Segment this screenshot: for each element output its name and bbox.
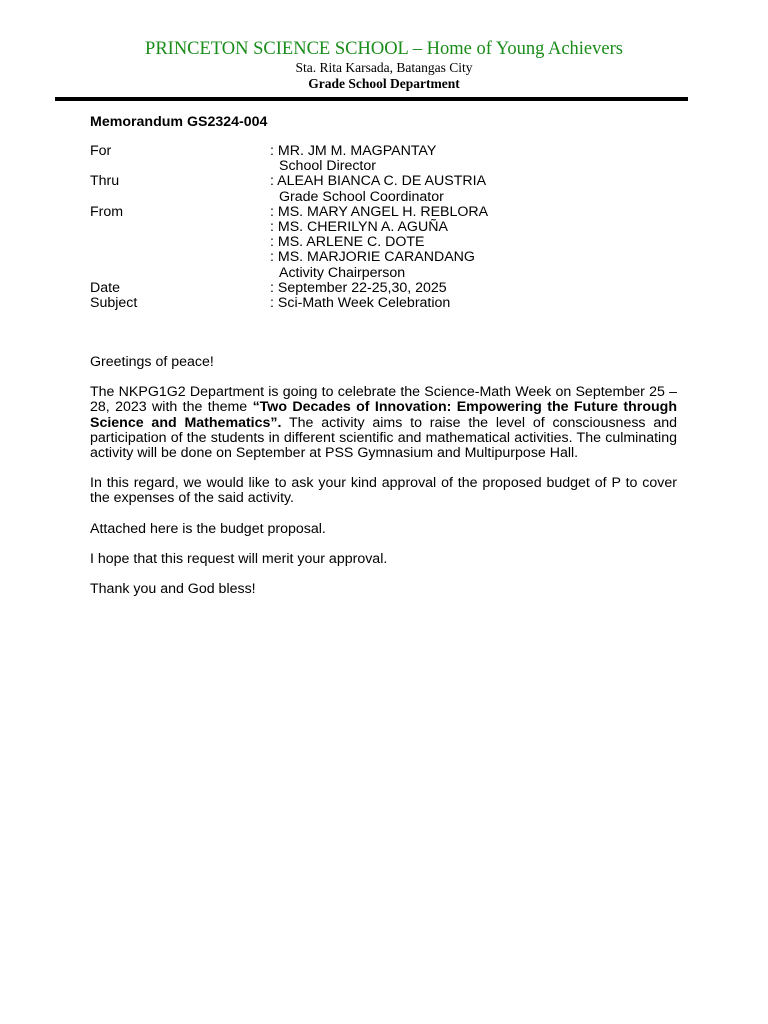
thru-row [90, 174, 690, 189]
for-name: : MR. JM M. MAGPANTAY [270, 143, 437, 159]
school-address: Sta. Rita Karsada, Batangas City [295, 60, 473, 75]
routing-block [90, 144, 690, 311]
paragraph-budget: In this regard, we would like to ask your kind approval of the proposed budget of P to cover the expenses of the said activity. [90, 475, 677, 507]
from-title: Activity Chairperson [279, 264, 406, 281]
from-row [90, 250, 690, 265]
thru-title-row [90, 190, 690, 205]
subject-label: Subject [90, 294, 138, 311]
for-title: School Director [279, 158, 376, 175]
for-title-row [90, 159, 690, 174]
from-label: From [90, 203, 124, 220]
paragraph-request: I hope that this request will merit your approval. [90, 550, 388, 567]
thru-name: : ALEAH BIANCA C. DE AUSTRIA [270, 173, 487, 190]
header-divider [55, 97, 688, 101]
date-row [90, 281, 690, 296]
memo-body [90, 355, 677, 612]
memo-number: Memorandum GS2324-004 [90, 114, 268, 130]
intro-text: The NKPG1G2 Department is going to celebrate the Science-Math Week on September 25 – 28, 2023 with the theme [90, 384, 677, 416]
paragraph-intro [90, 385, 677, 461]
closing: Thank you and God bless! [90, 581, 256, 598]
from-name: : MS. MARY ANGEL H. REBLORA [270, 203, 489, 220]
date-value: : September 22-25,30, 2025 [270, 279, 447, 296]
thru-title: Grade School Coordinator [279, 188, 444, 205]
subject-value: : Sci-Math Week Celebration [270, 294, 451, 311]
department-name: Grade School Department [308, 76, 460, 91]
theme-text: “Two Decades of Innovation: Empowering the Future through Science and Mathematics”. [90, 399, 677, 431]
subject-row [90, 296, 690, 311]
from-name: : MS. CHERILYN A. AGUÑA [270, 218, 448, 235]
intro-text-end: The activity aims to raise the level of consciousness and participation of the students in different scientific and mathematical activities. The culminating activity will be done on September at PSS Gymnasium and Multipurpose Hall. [90, 414, 677, 462]
from-row [90, 205, 690, 220]
letterhead [0, 38, 768, 91]
thru-label: Thru [90, 173, 120, 190]
for-row [90, 144, 690, 159]
greeting: Greetings of peace! [90, 354, 214, 370]
from-name: : MS. MARJORIE CARANDANG [270, 249, 475, 266]
date-label: Date [90, 279, 120, 296]
from-title-row [90, 266, 690, 281]
paragraph-attachment: Attached here is the budget proposal. [90, 520, 326, 537]
from-row [90, 220, 690, 235]
for-label: For [90, 143, 112, 159]
from-name: : MS. ARLENE C. DOTE [270, 234, 425, 251]
from-row [90, 235, 690, 250]
school-name: PRINCETON SCIENCE SCHOOL – Home of Young Achievers [145, 39, 623, 59]
